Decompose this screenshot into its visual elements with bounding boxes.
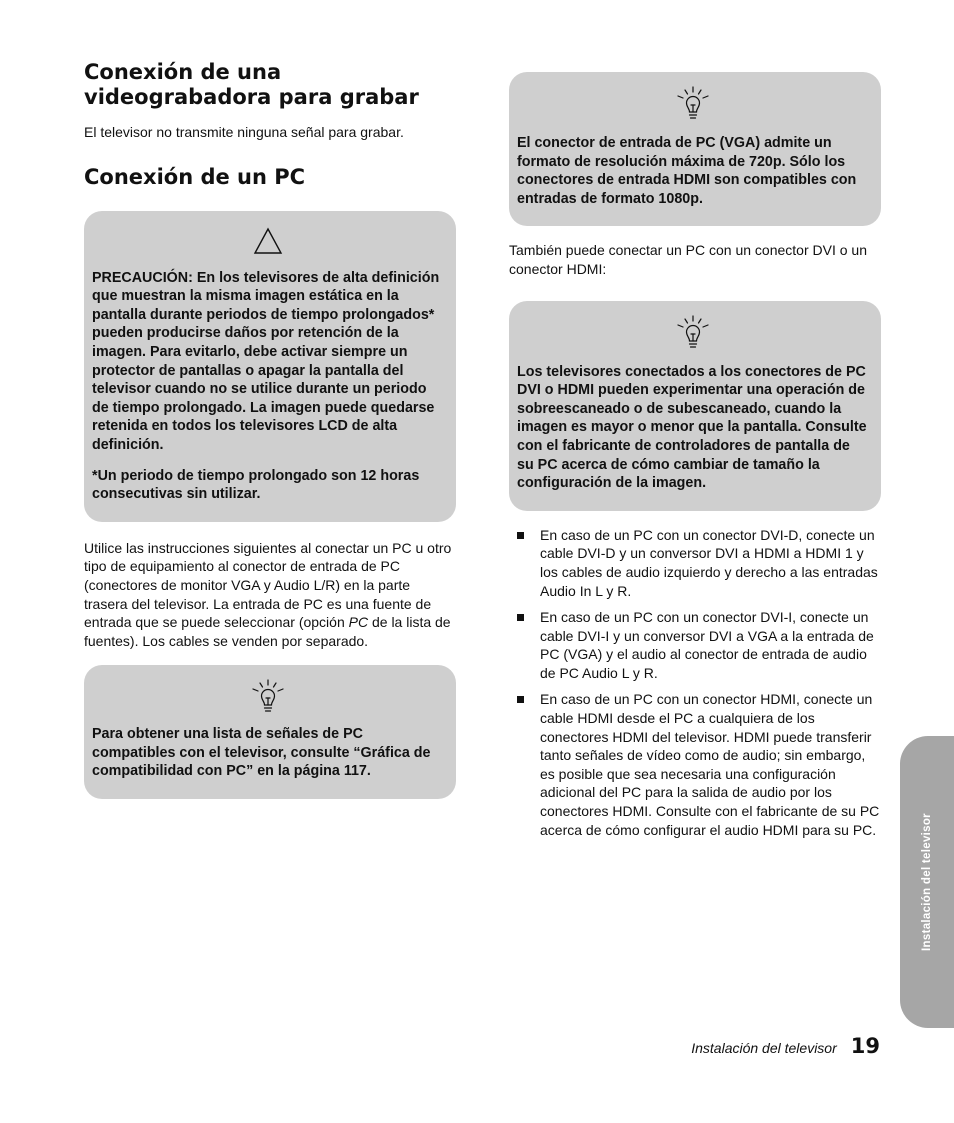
list-item	[509, 526, 881, 600]
heading-vcr-recording: Conexión de una videograbadora para grabar	[84, 60, 419, 109]
tip-box-vga-resolution	[509, 72, 881, 226]
caution-footnote: *Un periodo de tiempo prolongado son 12 horas consecutivas sin utilizar.	[92, 467, 420, 503]
vcr-paragraph: El televisor no transmite ninguna señal para grabar.	[84, 124, 404, 140]
tip-box-overscan	[509, 301, 881, 511]
tip-overscan-text: Los televisores conectados a los conectores de PC DVI o HDMI pueden experimentar una operación de sobreescaneado o de subescaneado, cuando la imagen es mayor o menor que la pantalla. Consulte con el fabricante de controladores de pantalla de su PC acerca de cómo cambiar de tamaño la configuración de la imagen.	[517, 363, 867, 492]
bullet-square-icon	[517, 614, 524, 621]
bullet-square-icon	[517, 532, 524, 539]
lightbulb-icon	[675, 86, 711, 122]
chapter-side-tab-label: Instalación del televisor	[921, 813, 933, 951]
list-item-text: En caso de un PC con un conector HDMI, conecte un cable HDMI desde el PC a cualquiera de los conectores HDMI del televisor. HDMI puede transferir tanto señales de vídeo como de audio; sin embargo, es posible que sea necesaria una configuración adicional del PC para la salida de audio por los conectores HDMI. Consulte con el fabricante de su PC acerca de cómo configurar el audio HDMI para su PC.	[540, 691, 880, 838]
lightbulb-icon	[250, 679, 286, 715]
list-item	[509, 690, 881, 839]
list-item-text: En caso de un PC con un conector DVI-D, conecte un cable DVI-D y un conversor DVI a HDMI a HDMI 1 y los cables de audio izquierdo y derecho a las entradas Audio In L y R.	[540, 526, 878, 599]
page-footer	[691, 1034, 880, 1058]
list-item	[509, 608, 881, 682]
list-item-text: En caso de un PC con un conector DVI-I, conecte un cable DVI-I y un conversor DVI a VGA a la entrada de PC (VGA) y el audio al conector de entrada de audio de PC Audio L y R.	[540, 609, 874, 681]
caution-box	[84, 211, 456, 522]
caution-text: PRECAUCIÓN: En los televisores de alta definición que muestran la misma imagen estática en la pantalla durante periodos de tiempo prolongados* pueden producirse daños por retención de la imagen. Para evitarlo, debe activar siempre un protector de pantallas o apagar la pantalla del televisor cuando no se utilice durante un periodo de tiempo prolongado. La imagen puede quedarse retenida en todos los televisores LCD de alta definición.	[92, 269, 440, 453]
dvi-hdmi-intro: También puede conectar un PC con un conector DVI o un conector HDMI:	[509, 242, 867, 277]
tip-compatibility-text: Para obtener una lista de señales de PC compatibles con el televisor, consulte “Gráfica de compatibilidad con PC” en la página 117.	[92, 726, 431, 780]
pc-input-text-b: de la lista de fuentes). Los cables se venden por separado.	[84, 614, 451, 649]
page-number: 19	[850, 1034, 880, 1058]
bullet-square-icon	[517, 696, 524, 703]
heading-pc-connection: Conexión de un PC	[84, 164, 306, 189]
footer-section-label: Instalación del televisor	[691, 1040, 837, 1056]
warning-triangle-icon	[253, 227, 283, 255]
pc-input-paragraph	[84, 539, 456, 651]
connection-bullet-list	[509, 526, 881, 840]
pc-input-option: PC	[348, 614, 369, 631]
tip-box-compatibility	[84, 665, 456, 799]
lightbulb-icon	[675, 315, 711, 351]
right-column	[509, 72, 881, 847]
left-column	[84, 60, 456, 799]
pc-input-text-a: Utilice las instrucciones siguientes al conectar un PC u otro tipo de equipamiento al conector de entrada de PC (conectores de monitor VGA y Audio L/R) en la parte trasera del televisor. La entrada de PC es una fuente de entrada que se puede seleccionar (opción	[84, 539, 452, 631]
tip-vga-text: El conector de entrada de PC (VGA) admite un formato de resolución máxima de 720p. Sólo los conectores de entrada HDMI son compatibles con entradas de formato 1080p.	[517, 135, 857, 207]
